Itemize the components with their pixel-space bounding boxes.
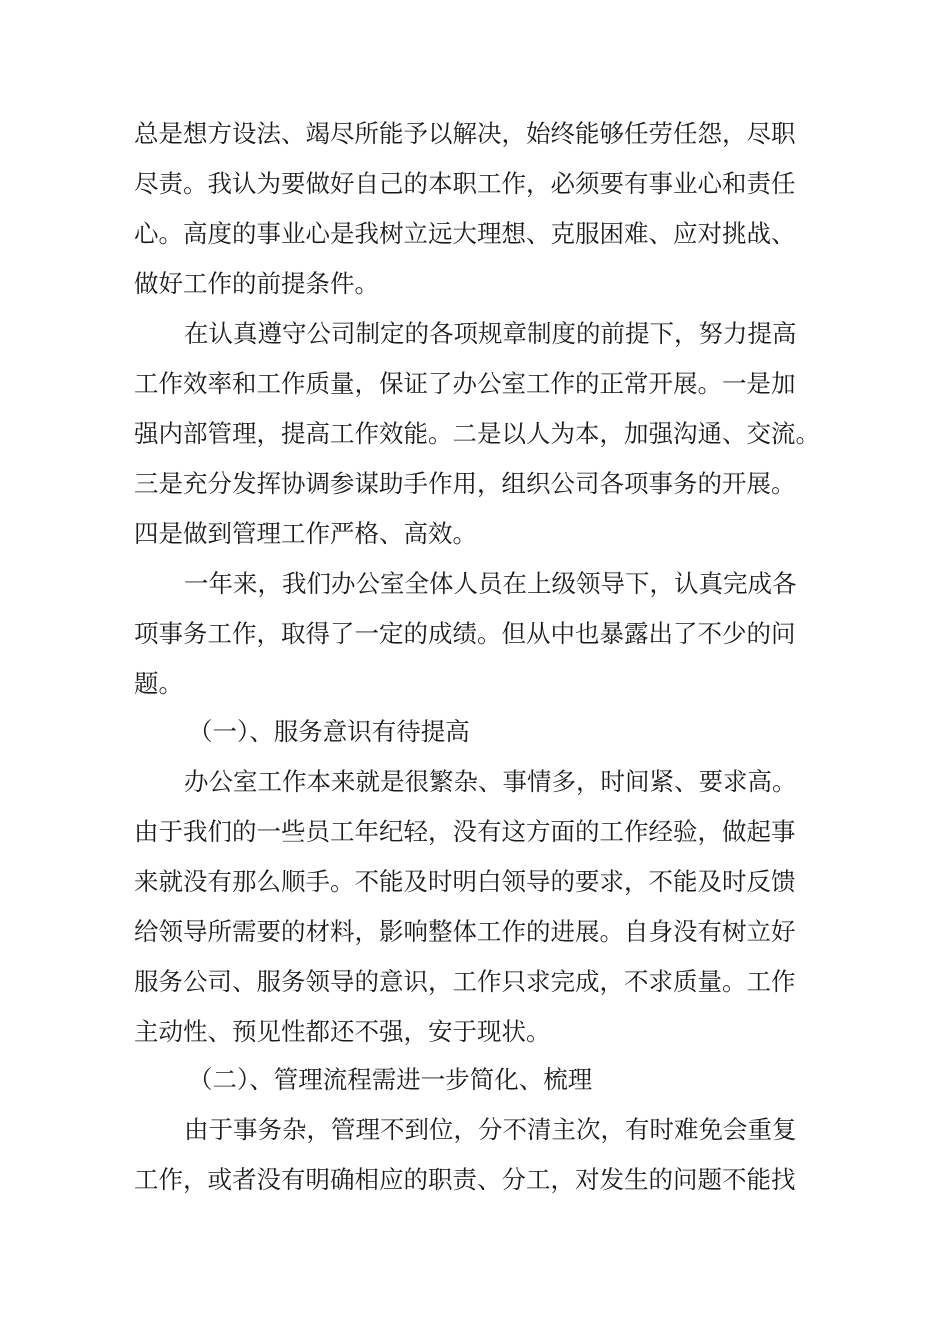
section-heading: （二）、管理流程需进一步简化、梳理 xyxy=(188,1065,593,1094)
paragraph-line: 四是做到管理工作严格、高效。 xyxy=(134,519,477,548)
section-heading: （一）、服务意识有待提高 xyxy=(188,717,470,746)
paragraph-line: 三是充分发挥协调参谋助手作用，组织公司各项事务的开展。 xyxy=(134,469,796,498)
paragraph-line: 心。高度的事业心是我树立远大理想、克服困难、应对挑战、 xyxy=(134,219,796,248)
paragraph-line: 做好工作的前提条件。 xyxy=(134,269,379,298)
paragraph-line: 主动性、预见性都还不强，安于现状。 xyxy=(134,1017,551,1046)
paragraph-line: 服务公司、服务领导的意识，工作只求完成，不求质量。工作 xyxy=(134,967,796,996)
paragraph-line: 工作，或者没有明确相应的职责、分工，对发生的问题不能找 xyxy=(134,1165,796,1194)
paragraph-line: 来就没有那么顺手。不能及时明白领导的要求，不能及时反馈 xyxy=(134,867,796,896)
paragraph-line: 工作效率和工作质量，保证了办公室工作的正常开展。一是加 xyxy=(134,369,796,398)
paragraph-line: 由于我们的一些员工年纪轻，没有这方面的工作经验，做起事 xyxy=(134,817,796,846)
paragraph-line: 尽责。我认为要做好自己的本职工作，必须要有事业心和责任 xyxy=(134,169,796,198)
paragraph-line: 题。 xyxy=(134,669,183,698)
paragraph-line: 由于事务杂，管理不到位，分不清主次，有时难免会重复 xyxy=(184,1115,797,1144)
paragraph-line: 强内部管理，提高工作效能。二是以人为本，加强沟通、交流。 xyxy=(134,419,820,448)
paragraph-line: 一年来，我们办公室全体人员在上级领导下，认真完成各 xyxy=(184,569,797,598)
paragraph-line: 总是想方设法、竭尽所能予以解决，始终能够任劳任怨，尽职 xyxy=(134,119,796,148)
paragraph-line: 办公室工作本来就是很繁杂、事情多，时间紧、要求高。 xyxy=(184,767,797,796)
paragraph-line: 项事务工作，取得了一定的成绩。但从中也暴露出了不少的问 xyxy=(134,619,796,648)
paragraph-line: 给领导所需要的材料，影响整体工作的进展。自身没有树立好 xyxy=(134,917,796,946)
paragraph-line: 在认真遵守公司制定的各项规章制度的前提下，努力提高 xyxy=(184,319,797,348)
